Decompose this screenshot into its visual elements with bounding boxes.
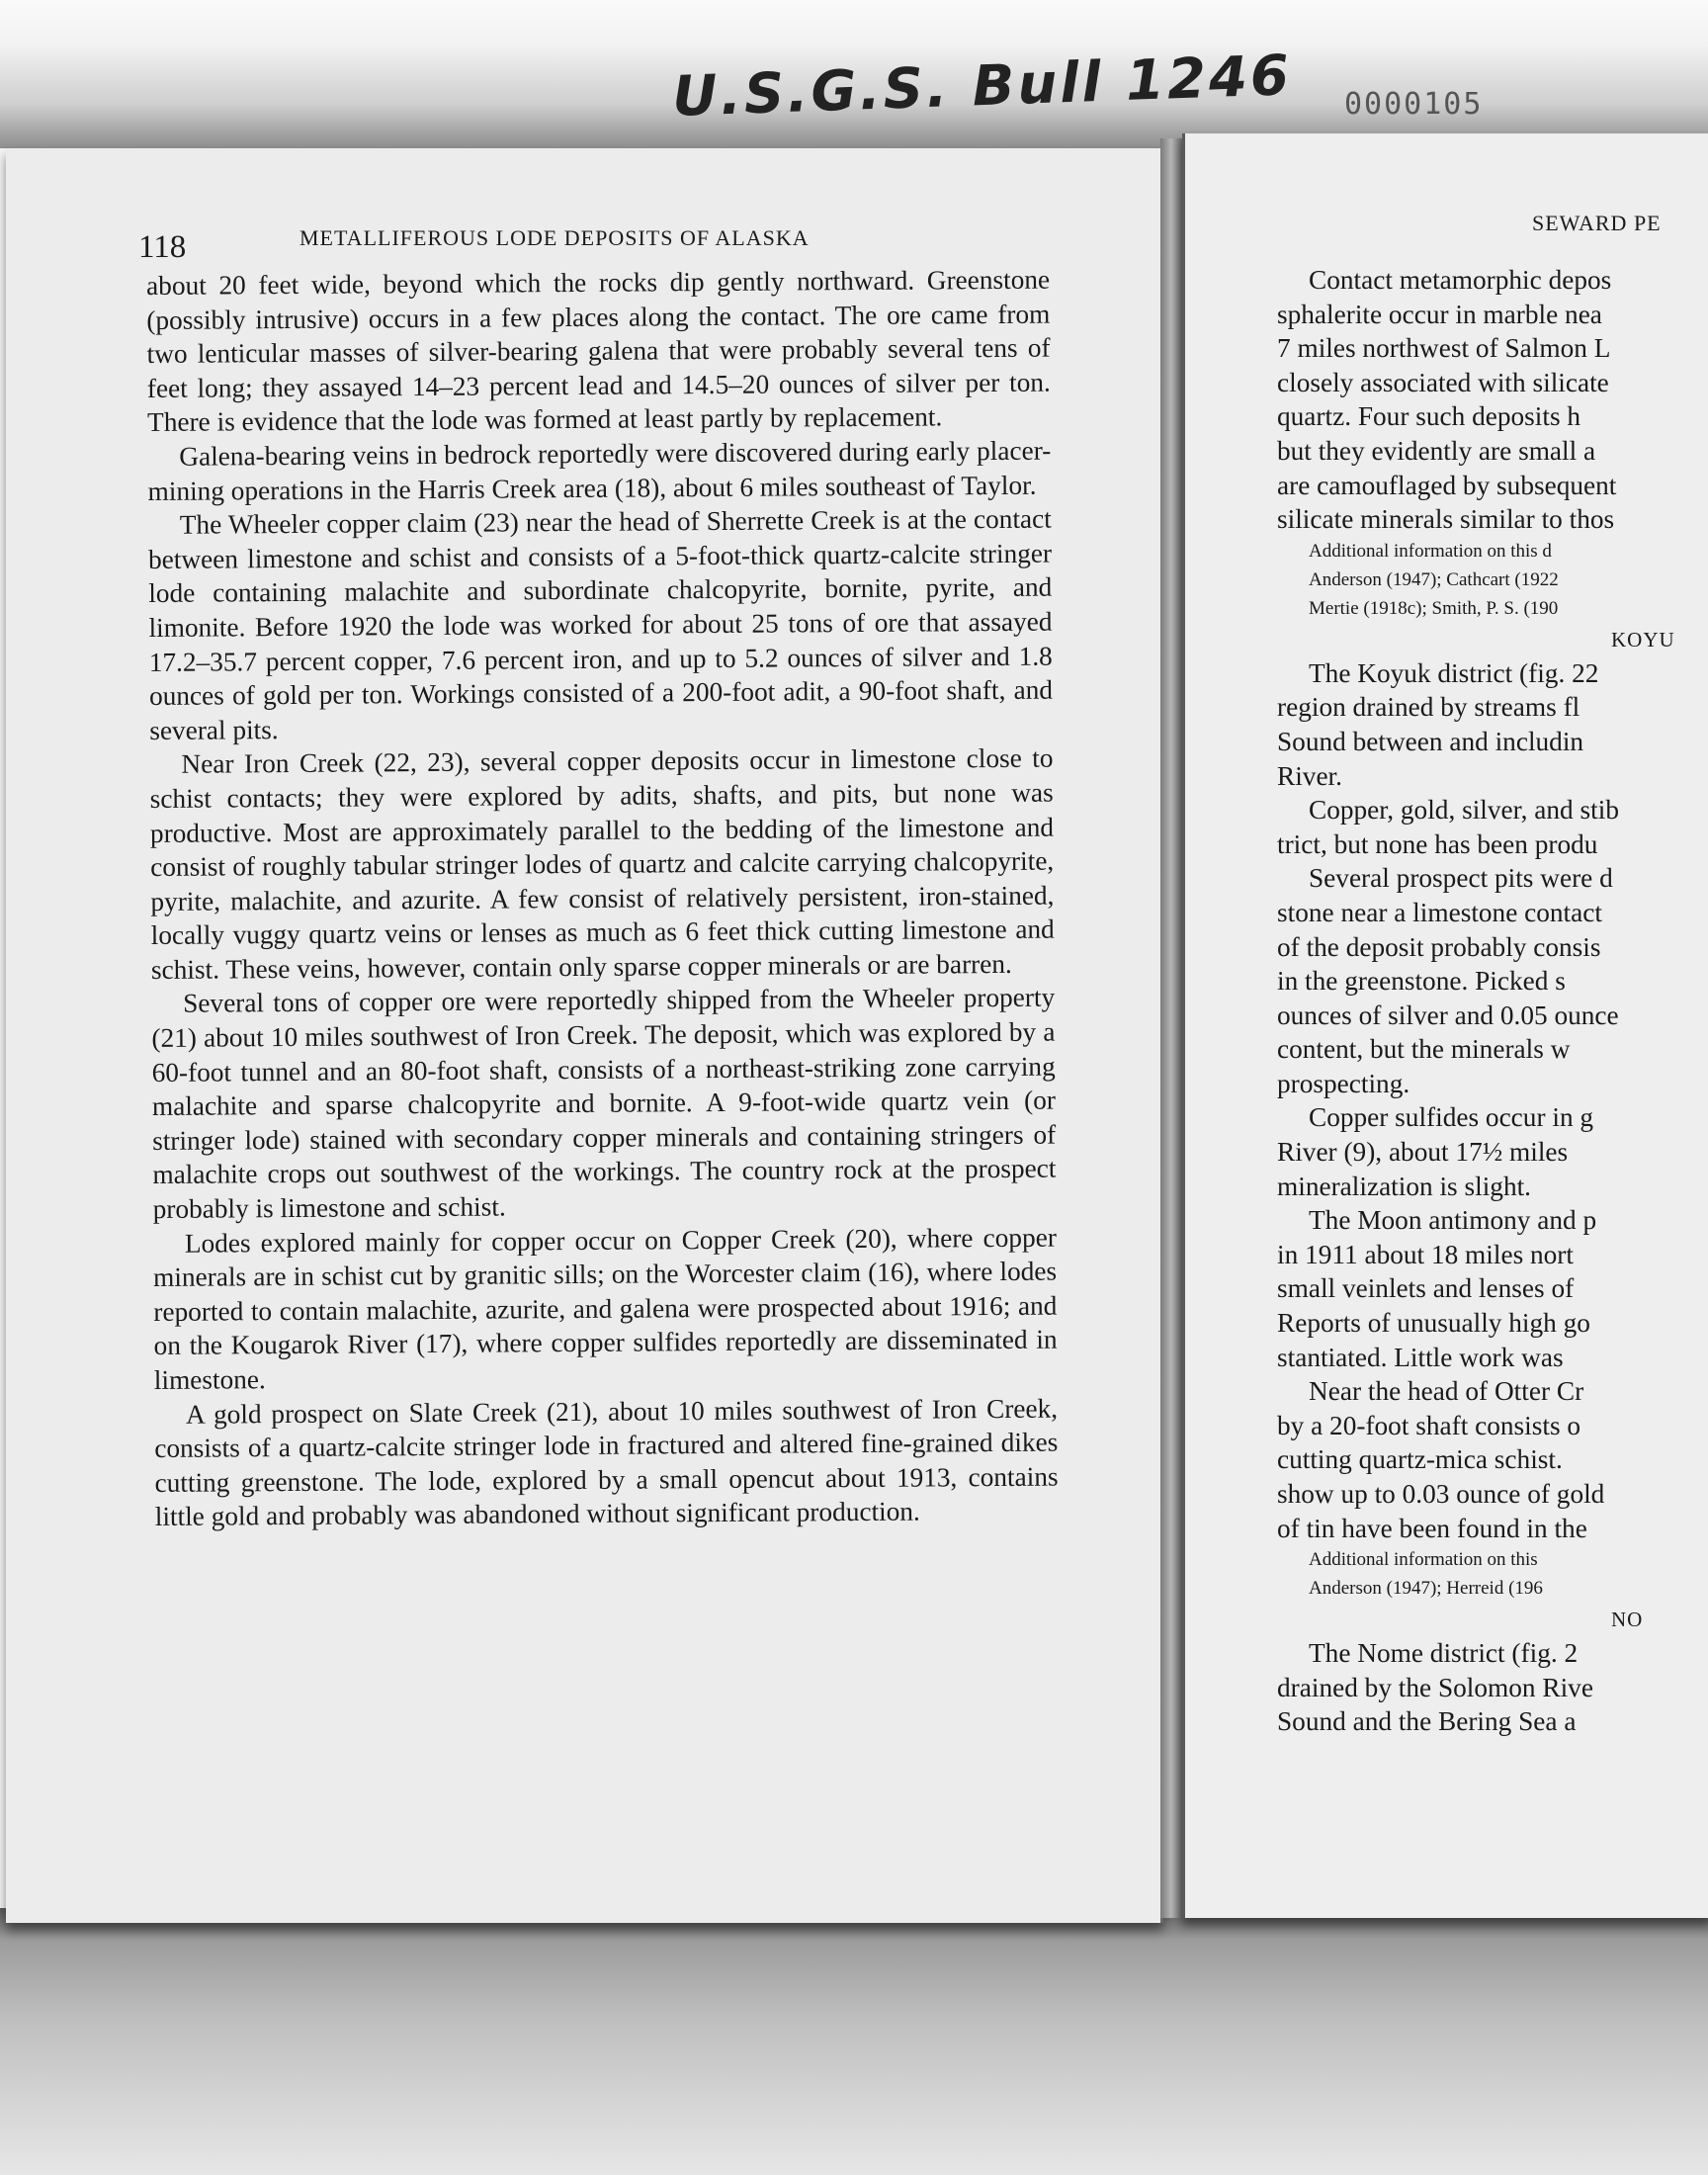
left-page-header: [138, 225, 1127, 265]
paragraph: Several tons of copper ore were reportedly shipped from the Wheeler property (21) about 10 miles southwest of Iron Creek. The deposit, which was explored by a 60-foot tunnel and an 80-foot shaft, consists of a northeast-striking zone carrying malachite and sparse chalcopyrite and bornite. A 9-foot-wide quartz vein (or stringer lode) stained with secondary copper minerals and containing stringers of malachite crops out southwest of the workings. The country rock at the prospect probably is limestone and schist.: [151, 983, 1057, 1225]
text-line: Near the head of Otter Cr: [1309, 1376, 1584, 1407]
text-line: Contact metamorphic depos: [1309, 265, 1612, 295]
text-line: sphalerite occur in marble nea: [1277, 299, 1602, 329]
text-line: of tin have been found in the: [1277, 1513, 1587, 1543]
handwritten-reference: U.S.G.S. Bull 1246: [671, 44, 1293, 130]
left-page-body: [146, 263, 1059, 1534]
text-line: Sound and the Bering Sea a: [1277, 1706, 1577, 1737]
book-gutter: [1160, 138, 1182, 1918]
scan-background-bottom: [0, 1908, 1708, 2175]
text-line: stone near a limestone contact: [1277, 897, 1602, 927]
section-heading: NO: [1611, 1608, 1644, 1632]
text-line: show up to 0.03 ounce of gold: [1277, 1479, 1605, 1509]
page-number: 118: [138, 229, 187, 265]
text-line: closely associated with silicate: [1277, 367, 1609, 397]
paragraph: A gold prospect on Slate Creek (21), about 10 miles southwest of Iron Creek, consists of a quartz-calcite stringer lode in fractured and altered fine-grained dikes cutting greenstone. The lode, explored by a small opencut about 1913, contains little gold and probably was abandoned without significant production.: [154, 1393, 1059, 1532]
paragraph: Galena-bearing veins in bedrock reportedly were discovered during early placer-mining operations in the Harris Creek area (18), about 6 miles southeast of Taylor.: [147, 435, 1052, 506]
text-line: silicate minerals similar to thos: [1277, 504, 1615, 535]
right-page-running-head: SEWARD PE: [1532, 211, 1662, 235]
text-line: River (9), about 17½ miles: [1277, 1137, 1569, 1168]
text-line: River.: [1277, 760, 1342, 791]
text-line: Copper sulfides occur in g: [1309, 1102, 1594, 1133]
paragraph: Lodes explored mainly for copper occur on Copper Creek (20), where copper minerals are in schist cut by granitic sills; on the Worcester claim (16), where lodes reported to contain malachite, azurite, and galena were prospected about 1916; and on the Kougarok River (17), where copper sulfides reportedly are disseminated in limestone.: [153, 1222, 1058, 1395]
text-line: The Moon antimony and p: [1309, 1205, 1597, 1236]
section-heading: KOYU: [1611, 627, 1675, 652]
text-line: of the deposit probably consis: [1277, 931, 1601, 962]
text-line: region drained by streams fl: [1277, 692, 1580, 723]
reference-line: Additional information on this: [1309, 1549, 1538, 1571]
text-line: in 1911 about 18 miles nort: [1277, 1239, 1574, 1269]
text-line: but they evidently are small a: [1277, 435, 1596, 466]
text-line: Several prospect pits were d: [1309, 863, 1613, 894]
reference-line: Anderson (1947); Cathcart (1922: [1309, 568, 1559, 590]
text-line: by a 20-foot shaft consists o: [1277, 1410, 1581, 1440]
text-line: ounces of silver and 0.05 ounce: [1277, 1000, 1619, 1030]
right-page-body: [1277, 263, 1708, 1739]
text-line: drained by the Solomon Rive: [1277, 1672, 1593, 1702]
paragraph: Near Iron Creek (22, 23), several copper deposits occur in limestone close to schist contacts; they were explored by adits, shafts, and pits, but none was productive. Most are approximately parallel to the bedding of the limestone and consist of roughly tabular stringer lodes of quartz and calcite carrying chalcopyrite, pyrite, malachite, and azurite. A few consist of relatively persistent, iron-stained, locally vuggy quartz veins or lenses as much as 6 feet thick cutting limestone and schist. These veins, however, contain only sparse copper minerals or are barren.: [149, 742, 1055, 985]
reference-line: Mertie (1918c); Smith, P. S. (190: [1309, 597, 1559, 619]
text-line: stantiated. Little work was: [1277, 1342, 1564, 1372]
text-line: content, but the minerals w: [1277, 1034, 1571, 1065]
text-line: Reports of unusually high go: [1277, 1308, 1590, 1339]
document-stamp-number: 0000105: [1344, 87, 1484, 122]
text-line: in the greenstone. Picked s: [1277, 966, 1566, 997]
text-line: mineralization is slight.: [1277, 1171, 1532, 1201]
text-line: cutting quartz-mica schist.: [1277, 1444, 1563, 1475]
text-line: 7 miles northwest of Salmon L: [1277, 333, 1611, 364]
text-line: The Nome district (fig. 2: [1309, 1638, 1579, 1669]
text-line: quartz. Four such deposits h: [1277, 401, 1581, 432]
paragraph: about 20 feet wide, beyond which the rocks dip gently northward. Greenstone (possibly intrusive) occurs in a few places along the contact. The ore came from two lenticular masses of silver-bearing galena that were probably several tens of feet long; they assayed 14–23 percent lead and 14.5–20 ounces of silver per ton. There is evidence that the lode was formed at least partly by replacement.: [146, 264, 1051, 438]
running-head: METALLIFEROUS LODE DEPOSITS OF ALASKA: [299, 225, 810, 250]
text-line: prospecting.: [1277, 1068, 1410, 1098]
text-line: small veinlets and lenses of: [1277, 1273, 1575, 1304]
text-line: Copper, gold, silver, and stib: [1309, 795, 1619, 826]
text-line: Sound between and includin: [1277, 726, 1584, 756]
reference-line: Additional information on this d: [1309, 540, 1552, 562]
paragraph: The Wheeler copper claim (23) near the head of Sherrette Creek is at the contact between limestone and schist and consists of a 5-foot-thick quartz-calcite stringer lode containing malachite and subordinate chalcopyrite, bornite, pyrite, and limonite. Before 1920 the lode was worked for about 25 tons of ore that assayed 17.2–35.7 percent copper, 7.6 percent iron, and up to 5.2 ounces of silver and 1.8 ounces of gold per ton. Workings consisted of a 200-foot adit, a 90-foot shaft, and several pits.: [147, 503, 1054, 745]
text-line: are camouflaged by subsequent: [1277, 470, 1617, 500]
text-line: The Koyuk district (fig. 22: [1309, 657, 1599, 688]
text-line: trict, but none has been produ: [1277, 828, 1598, 859]
reference-line: Anderson (1947); Herreid (196: [1309, 1578, 1543, 1600]
